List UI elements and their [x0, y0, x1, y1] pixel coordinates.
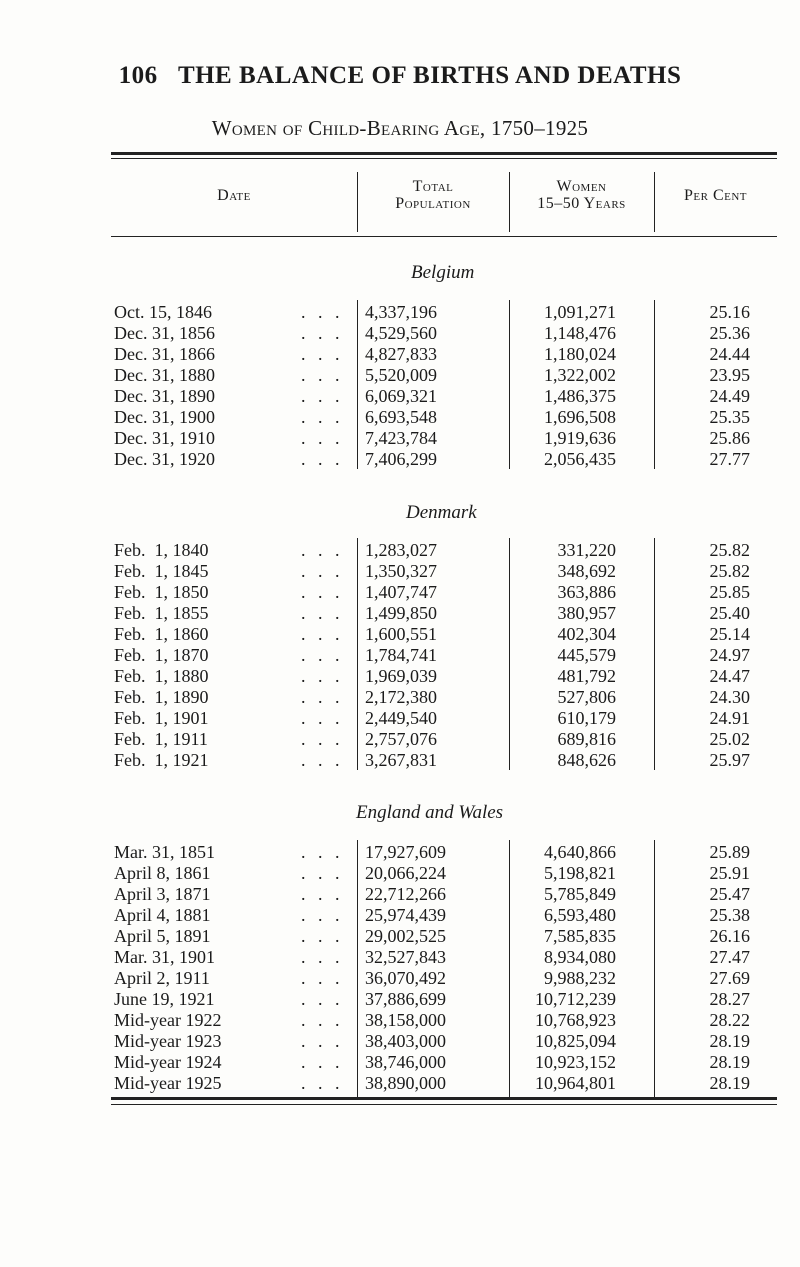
women-cell: 363,886: [557, 582, 616, 602]
running-head: [0, 62, 800, 90]
per-cent-cell: 24.49: [709, 386, 750, 406]
table-row: [0, 603, 800, 624]
date-cell: Feb. 1, 1911: [114, 729, 208, 749]
leader-dots: . . .: [301, 582, 344, 602]
table-row: [0, 645, 800, 666]
total-population-cell: 7,406,299: [365, 449, 437, 469]
per-cent-cell: 28.22: [709, 1010, 750, 1030]
leader-dots: . . .: [301, 1010, 344, 1030]
leader-dots: . . .: [301, 947, 344, 967]
per-cent-cell: 24.47: [709, 666, 750, 686]
total-population-cell: 4,529,560: [365, 323, 437, 343]
header-per-cent: Per Cent: [683, 187, 747, 204]
total-population-cell: 7,423,784: [365, 428, 437, 448]
total-population-cell: 6,693,548: [365, 407, 437, 427]
date-cell: Feb. 1, 1921: [114, 750, 209, 770]
table-row: [0, 407, 800, 428]
date-cell: Dec. 31, 1890: [114, 386, 215, 406]
header-total-population: Total Population: [395, 178, 471, 212]
leader-dots: . . .: [301, 624, 344, 644]
women-cell: 445,579: [557, 645, 616, 665]
per-cent-cell: 28.27: [709, 989, 750, 1009]
leader-dots: . . .: [301, 905, 344, 925]
table-row: [0, 302, 800, 323]
table-row: [0, 1052, 800, 1073]
table-row: [0, 323, 800, 344]
women-cell: 402,304: [557, 624, 616, 644]
section-title-belgium: Belgium: [411, 262, 475, 283]
total-population-cell: 22,712,266: [365, 884, 446, 904]
table-row: [0, 540, 800, 561]
table-row: [0, 842, 800, 863]
date-cell: April 3, 1871: [114, 884, 211, 904]
women-cell: 1,696,508: [544, 407, 616, 427]
per-cent-cell: 25.86: [709, 428, 750, 448]
women-cell: 10,712,239: [535, 989, 616, 1009]
per-cent-cell: 28.19: [709, 1031, 750, 1051]
total-population-cell: 20,066,224: [365, 863, 446, 883]
leader-dots: . . .: [301, 842, 344, 862]
table-row: [0, 989, 800, 1010]
leader-dots: . . .: [301, 645, 344, 665]
total-population-cell: 2,757,076: [365, 729, 437, 749]
per-cent-cell: 25.40: [709, 603, 750, 623]
top-double-rule: [111, 152, 777, 155]
table-row: [0, 561, 800, 582]
women-cell: 4,640,866: [544, 842, 616, 862]
bottom-double-rule-thin: [111, 1104, 777, 1105]
women-cell: 10,923,152: [535, 1052, 616, 1072]
women-cell: 5,198,821: [544, 863, 616, 883]
per-cent-cell: 25.16: [709, 302, 750, 322]
leader-dots: . . .: [301, 428, 344, 448]
total-population-cell: 32,527,843: [365, 947, 446, 967]
leader-dots: . . .: [301, 750, 344, 770]
header-rule: [111, 236, 777, 237]
date-cell: Mar. 31, 1851: [114, 842, 215, 862]
leader-dots: . . .: [301, 386, 344, 406]
total-population-cell: 2,172,380: [365, 687, 437, 707]
header-divider: [357, 172, 358, 232]
leader-dots: . . .: [301, 365, 344, 385]
header-date: Date: [217, 187, 251, 204]
women-cell: 10,964,801: [535, 1073, 616, 1093]
date-cell: April 8, 1861: [114, 863, 211, 883]
total-population-cell: 1,969,039: [365, 666, 437, 686]
women-cell: 8,934,080: [544, 947, 616, 967]
total-population-cell: 38,746,000: [365, 1052, 446, 1072]
leader-dots: . . .: [301, 687, 344, 707]
total-population-cell: 4,337,196: [365, 302, 437, 322]
total-population-cell: 6,069,321: [365, 386, 437, 406]
section-title-england-and-wales: England and Wales: [356, 802, 504, 823]
total-population-cell: 4,827,833: [365, 344, 437, 364]
table-row: [0, 1073, 800, 1094]
header-divider: [509, 172, 510, 232]
date-cell: Dec. 31, 1900: [114, 407, 215, 427]
leader-dots: . . .: [301, 561, 344, 581]
page-number: 106: [118, 62, 158, 89]
leader-dots: . . .: [301, 344, 344, 364]
women-cell: 1,148,476: [544, 323, 616, 343]
total-population-cell: 1,350,327: [365, 561, 437, 581]
women-cell: 481,792: [557, 666, 616, 686]
total-population-cell: 1,283,027: [365, 540, 437, 560]
women-cell: 6,593,480: [544, 905, 616, 925]
total-population-cell: 37,886,699: [365, 989, 446, 1009]
leader-dots: . . .: [301, 666, 344, 686]
date-cell: Dec. 31, 1910: [114, 428, 215, 448]
per-cent-cell: 25.82: [709, 540, 750, 560]
header-women: Women 15–50 Years: [537, 178, 626, 212]
leader-dots: . . .: [301, 449, 344, 469]
date-cell: April 4, 1881: [114, 905, 211, 925]
per-cent-cell: 28.19: [709, 1073, 750, 1093]
total-population-cell: 1,407,747: [365, 582, 437, 602]
table-row: [0, 884, 800, 905]
per-cent-cell: 25.47: [709, 884, 750, 904]
total-population-cell: 25,974,439: [365, 905, 446, 925]
total-population-cell: 29,002,525: [365, 926, 446, 946]
date-cell: Mid-year 1924: [114, 1052, 222, 1072]
total-population-cell: 1,784,741: [365, 645, 437, 665]
leader-dots: . . .: [301, 926, 344, 946]
per-cent-cell: 24.97: [709, 645, 750, 665]
table-title: Women of Child-Bearing Age, 1750–1925: [211, 116, 589, 140]
chapter-title: THE BALANCE OF BIRTHS AND DEATHS: [177, 62, 682, 89]
table-row: [0, 968, 800, 989]
leader-dots: . . .: [301, 863, 344, 883]
section-title-denmark: Denmark: [406, 502, 477, 523]
women-cell: 1,486,375: [544, 386, 616, 406]
total-population-cell: 17,927,609: [365, 842, 446, 862]
per-cent-cell: 25.85: [709, 582, 750, 602]
table-row: [0, 449, 800, 470]
women-cell: 1,180,024: [544, 344, 616, 364]
date-cell: Dec. 31, 1920: [114, 449, 215, 469]
leader-dots: . . .: [301, 708, 344, 728]
table-row: [0, 926, 800, 947]
total-population-cell: 1,600,551: [365, 624, 437, 644]
date-cell: April 2, 1911: [114, 968, 210, 988]
date-cell: Feb. 1, 1890: [114, 687, 209, 707]
total-population-cell: 38,890,000: [365, 1073, 446, 1093]
per-cent-cell: 28.19: [709, 1052, 750, 1072]
table-row: [0, 365, 800, 386]
leader-dots: . . .: [301, 1052, 344, 1072]
date-cell: Dec. 31, 1866: [114, 344, 215, 364]
per-cent-cell: 27.77: [709, 449, 750, 469]
table-row: [0, 708, 800, 729]
table-row: [0, 344, 800, 365]
table-row: [0, 863, 800, 884]
per-cent-cell: 26.16: [709, 926, 750, 946]
table-row: [0, 386, 800, 407]
women-cell: 348,692: [557, 561, 616, 581]
per-cent-cell: 25.35: [709, 407, 750, 427]
per-cent-cell: 24.30: [709, 687, 750, 707]
table-row: [0, 947, 800, 968]
leader-dots: . . .: [301, 323, 344, 343]
women-cell: 380,957: [557, 603, 616, 623]
per-cent-cell: 25.82: [709, 561, 750, 581]
date-cell: Mid-year 1922: [114, 1010, 222, 1030]
table-row: [0, 1031, 800, 1052]
total-population-cell: 38,403,000: [365, 1031, 446, 1051]
date-cell: Feb. 1, 1870: [114, 645, 209, 665]
per-cent-cell: 25.38: [709, 905, 750, 925]
leader-dots: . . .: [301, 1031, 344, 1051]
table-row: [0, 729, 800, 750]
date-cell: Dec. 31, 1856: [114, 323, 215, 343]
women-cell: 610,179: [557, 708, 616, 728]
leader-dots: . . .: [301, 603, 344, 623]
date-cell: Mar. 31, 1901: [114, 947, 215, 967]
women-cell: 2,056,435: [544, 449, 616, 469]
table-row: [0, 428, 800, 449]
date-cell: Oct. 15, 1846: [114, 302, 212, 322]
table-row: [0, 905, 800, 926]
table-row: [0, 624, 800, 645]
leader-dots: . . .: [301, 884, 344, 904]
date-cell: Feb. 1, 1855: [114, 603, 209, 623]
per-cent-cell: 24.91: [709, 708, 750, 728]
women-cell: 1,091,271: [544, 302, 616, 322]
women-cell: 7,585,835: [544, 926, 616, 946]
table-row: [0, 750, 800, 771]
bottom-double-rule: [111, 1097, 777, 1100]
date-cell: Feb. 1, 1845: [114, 561, 209, 581]
women-cell: 9,988,232: [544, 968, 616, 988]
women-cell: 10,825,094: [535, 1031, 616, 1051]
table-row: [0, 582, 800, 603]
leader-dots: . . .: [301, 989, 344, 1009]
date-cell: Feb. 1, 1880: [114, 666, 209, 686]
women-cell: 10,768,923: [535, 1010, 616, 1030]
per-cent-cell: 25.14: [709, 624, 750, 644]
per-cent-cell: 25.97: [709, 750, 750, 770]
women-cell: 331,220: [557, 540, 616, 560]
table-row: [0, 687, 800, 708]
total-population-cell: 36,070,492: [365, 968, 446, 988]
header-divider: [654, 172, 655, 232]
total-population-cell: 1,499,850: [365, 603, 437, 623]
per-cent-cell: 23.95: [709, 365, 750, 385]
table-row: [0, 1010, 800, 1031]
women-cell: 1,919,636: [544, 428, 616, 448]
per-cent-cell: 27.47: [709, 947, 750, 967]
per-cent-cell: 25.02: [709, 729, 750, 749]
table-row: [0, 666, 800, 687]
per-cent-cell: 25.91: [709, 863, 750, 883]
total-population-cell: 3,267,831: [365, 750, 437, 770]
date-cell: April 5, 1891: [114, 926, 211, 946]
per-cent-cell: 24.44: [709, 344, 750, 364]
date-cell: Feb. 1, 1901: [114, 708, 209, 728]
date-cell: Feb. 1, 1850: [114, 582, 209, 602]
date-cell: Feb. 1, 1860: [114, 624, 209, 644]
date-cell: June 19, 1921: [114, 989, 215, 1009]
leader-dots: . . .: [301, 1073, 344, 1093]
per-cent-cell: 25.36: [709, 323, 750, 343]
date-cell: Dec. 31, 1880: [114, 365, 215, 385]
women-cell: 527,806: [557, 687, 616, 707]
leader-dots: . . .: [301, 302, 344, 322]
women-cell: 1,322,002: [544, 365, 616, 385]
women-cell: 689,816: [557, 729, 616, 749]
women-cell: 848,626: [557, 750, 616, 770]
leader-dots: . . .: [301, 968, 344, 988]
date-cell: Mid-year 1925: [114, 1073, 222, 1093]
date-cell: Feb. 1, 1840: [114, 540, 209, 560]
top-double-rule-thin: [111, 158, 777, 159]
total-population-cell: 2,449,540: [365, 708, 437, 728]
leader-dots: . . .: [301, 540, 344, 560]
date-cell: Mid-year 1923: [114, 1031, 222, 1051]
per-cent-cell: 25.89: [709, 842, 750, 862]
women-cell: 5,785,849: [544, 884, 616, 904]
total-population-cell: 5,520,009: [365, 365, 437, 385]
leader-dots: . . .: [301, 407, 344, 427]
leader-dots: . . .: [301, 729, 344, 749]
total-population-cell: 38,158,000: [365, 1010, 446, 1030]
per-cent-cell: 27.69: [709, 968, 750, 988]
